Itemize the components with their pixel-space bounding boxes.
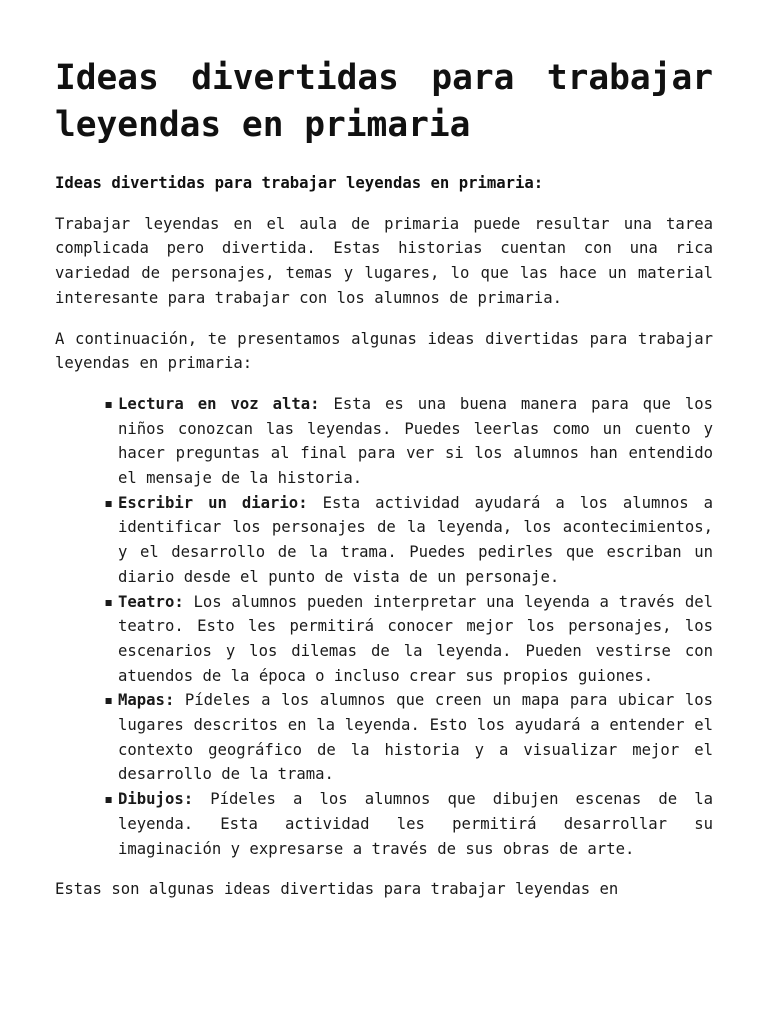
- idea-term: Teatro:: [118, 592, 184, 611]
- ideas-list: [55, 392, 713, 861]
- bullet-icon: ▪: [104, 394, 114, 413]
- list-item: [104, 688, 713, 787]
- idea-text: Esta es una buena manera para que los niños conozcan las leyendas. Puedes leerlas como un cuento y hacer preguntas al final para ver si los alumnos han entendido el mensaje de la historia.: [118, 394, 713, 488]
- closing-paragraph: Estas son algunas ideas divertidas para trabajar leyendas en: [55, 880, 619, 899]
- list-item: [104, 491, 713, 590]
- list-item: [104, 392, 713, 491]
- section-subtitle: Ideas divertidas para trabajar leyendas en primaria:: [55, 174, 544, 192]
- bullet-icon: ▪: [104, 691, 114, 710]
- idea-term: Mapas:: [118, 691, 175, 710]
- idea-text: Pídeles a los alumnos que dibujen escenas de la leyenda. Esta actividad les permitirá desarrollar su imaginación y expresarse a través de sus obras de arte.: [118, 790, 713, 858]
- idea-text: Esta actividad ayudará a los alumnos a identificar los personajes de la leyenda, los acontecimientos, y el desarrollo de la trama. Puedes pedirles que escriban un diario desde el punto de vista de un personaje.: [118, 493, 713, 586]
- list-item: [104, 590, 713, 689]
- bullet-icon: ▪: [104, 592, 114, 611]
- bullet-icon: ▪: [104, 493, 114, 512]
- bullet-icon: ▪: [104, 790, 114, 809]
- document-page: [55, 55, 713, 902]
- idea-text: Los alumnos pueden interpretar una leyenda a través del teatro. Esto les permitirá conocer mejor los personajes, los escenarios y los dilemas de la leyenda. Pueden vestirse con atuendos de la época o incluso crear sus propios guiones.: [118, 592, 713, 685]
- list-item: [104, 787, 713, 861]
- idea-term: Lectura en voz alta:: [118, 394, 320, 413]
- idea-term: Escribir un diario:: [118, 493, 308, 512]
- idea-text: Pídeles a los alumnos que creen un mapa para ubicar los lugares descritos en la leyenda. Esto los ayudará a entender el contexto geográfico de la historia y a visualizar mejor el desarrollo de la trama.: [118, 691, 713, 784]
- idea-term: Dibujos:: [118, 790, 194, 809]
- lead-in-paragraph: A continuación, te presentamos algunas ideas divertidas para trabajar leyendas en primaria:: [55, 329, 713, 373]
- page-title: Ideas divertidas para trabajar leyendas en primaria: [55, 58, 713, 145]
- intro-paragraph: Trabajar leyendas en el aula de primaria puede resultar una tarea complicada pero divertida. Estas historias cuentan con una rica variedad de personajes, temas y lugares, lo que las hace un material interesante para trabajar con los alumnos de primaria.: [55, 214, 713, 307]
